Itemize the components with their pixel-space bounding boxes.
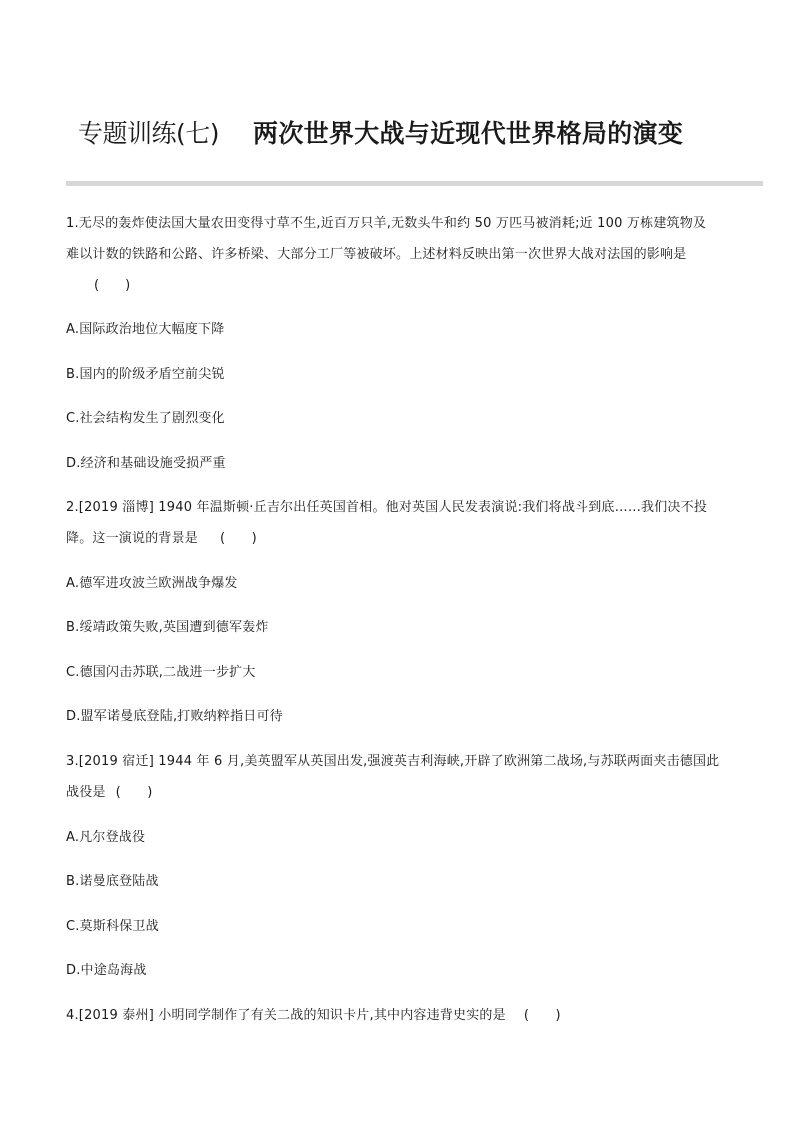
- question-3-stem-line-2: [66, 784, 153, 802]
- page-title: [78, 116, 683, 152]
- question-1-stem-line-1: 1.无尽的轰炸使法国大量农田变得寸草不生,近百万只羊,无数头牛和约 50 万匹马被消耗;近 100 万栋建筑物及: [66, 216, 707, 231]
- question-4-stem-line-1: [66, 1007, 561, 1025]
- question-3-option-c: C.莫斯科保卫战: [66, 919, 159, 934]
- question-3-stem-line-1: 3.[2019 宿迁] 1944 年 6 月,美英盟军从英国出发,强渡英吉利海峡,开辟了欧洲第二战场,与苏联两面夹击德国此: [66, 754, 720, 769]
- question-2-stem-line-1: 2.[2019 淄博] 1940 年温斯顿·丘吉尔出任英国首相。他对英国人民发表演说:我们将战斗到底……我们决不投: [66, 500, 708, 515]
- title-part-label: 专题训练(七): [78, 119, 220, 148]
- question-2-option-c: C.德国闪击苏联,二战进一步扩大: [66, 665, 256, 680]
- question-1-option-b: B.国内的阶级矛盾空前尖锐: [66, 367, 225, 382]
- question-1-option-c: C.社会结构发生了剧烈变化: [66, 411, 225, 426]
- question-3-answer-blank: ( ): [115, 785, 153, 800]
- question-3-option-d: D.中途岛海战: [66, 963, 147, 978]
- question-2-option-b: B.绥靖政策失败,英国遭到德军轰炸: [66, 620, 269, 635]
- question-2-option-d: D.盟军诺曼底登陆,打败纳粹指日可待: [66, 709, 283, 724]
- question-3-option-a: A.凡尔登战役: [66, 830, 146, 845]
- question-1-option-a: A.国际政治地位大幅度下降: [66, 322, 225, 337]
- question-2-option-a: A.德军进攻波兰欧洲战争爆发: [66, 576, 238, 591]
- question-4-answer-blank: ( ): [523, 1008, 561, 1023]
- question-2-answer-blank: ( ): [220, 531, 257, 546]
- question-4-stem-text: 4.[2019 泰州] 小明同学制作了有关二战的知识卡片,其中内容违背史实的是: [66, 1008, 506, 1023]
- question-3-stem-text: 战役是: [66, 785, 106, 800]
- question-1-option-d: D.经济和基础设施受损严重: [66, 456, 226, 471]
- question-1-answer-blank: ( ): [94, 278, 131, 293]
- question-2-stem-text: 降。这一演说的背景是: [66, 531, 199, 546]
- question-3-option-b: B.诺曼底登陆战: [66, 874, 159, 889]
- question-2-stem-line-2: [66, 530, 257, 548]
- title-divider: [66, 181, 763, 186]
- title-topic: 两次世界大战与近现代世界格局的演变: [253, 119, 684, 148]
- question-1-stem-line-2: 难以计数的铁路和公路、许多桥梁、大部分工厂等被破坏。上述材料反映出第一次世界大战对法国的影响是: [66, 247, 687, 262]
